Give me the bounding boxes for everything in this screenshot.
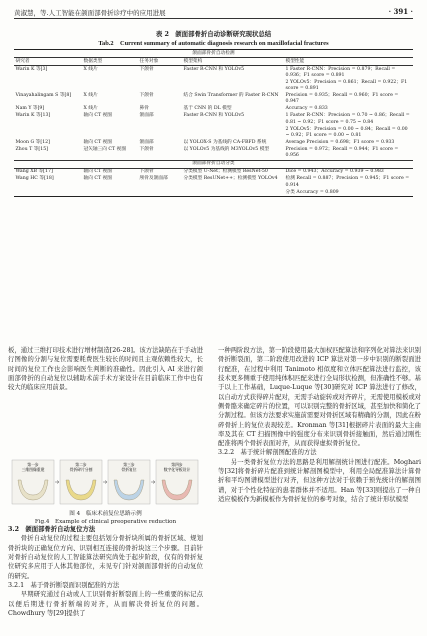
paragraph: 一种两阶段方法，第一阶段使用最大加权匹配算法和序列化对算法来识别骨折断裂面，第二阶段使用改进的 ICP 算法对第一步中识别的断裂面进行配准，在过程中利用 Tanimoto 相似度和立体匹配算法进行监控，该技术更多侧重于使用纯体积匹配来进行全局形状检测，但准确性不够。基于以上工作基础，Luque-Luque 等[30]研究对 ICP 算法进行了修改，以自动方式获得碎片配对，无需手动旋转或对齐碎片，无需使用模板或对侧骨骼来确定碎片的位置，可以识别完整的骨折区域，甚至加快和简化了分割过程。但该方法要求实施前需要对骨折区域有精确的分割，因此在粉碎骨折上的复位表现较差。Kronman 等[31]根据碎片表面的最大主曲率及其在 CT 扫描图像中的强度分布来识别骨折接触面，然后通过刚性配准将两个骨折表面对齐，从而获得虚拟骨折复位。 [218,347,422,448]
table-row [14,66,413,80]
table-caption-cn: 表 2 颌面部骨折自动诊断研究现状总结 [155,30,272,38]
col-header-model: 模型架构 [182,58,284,66]
figure-step-label: 第一步 [27,462,39,467]
table-cell: X 线片 [83,93,98,99]
paragraph: 骨折自动复位的过程主要包括划分骨折块所属的骨折区域、规划骨折块的正确复位方向、识别相互连接的骨折块这三个步骤。目前针对骨折自动复位的人工智能算法研究尚处于起步阶段，仅有的骨折复位研究多应用于人体其他部位，未见专门针对颌面部骨折的自动复位的研究。 [8,535,203,580]
section-heading: 3.2 颌面部骨折自动复位方法 [8,526,96,533]
table-cell: 2 YOLOv5：Precision = 0.861；Recall = 0.922；F1 score = 0.891 [285,79,408,92]
table-cell [138,79,182,92]
table-cell: 以 YOLOX-S 为基线的 CA-FBFD 系统 [183,139,267,145]
table-cell: Moon G 等[12] [15,139,50,145]
col-header-target: 任务对象 [138,58,182,66]
figure-step-panel [103,460,150,504]
table-cell: Zhou T 等[15] [15,147,49,153]
col-header-data-type: 数据类型 [82,58,138,66]
right-column [218,346,421,504]
running-header [14,6,413,19]
section-title-classification: 颌面部骨折自动分类 [14,160,413,168]
table-row [14,126,413,139]
subsection-heading: 3.2.2 基于统计解剖图配准的方法 [218,449,317,457]
figure-step-label: 骨折复位 [121,467,137,472]
left-column [8,346,203,393]
table-cell: 颌面部 [139,139,154,145]
table-cell: 轴向 CT 视图 [83,113,112,119]
table-cell: Faster R-CNN 和 YOLOv5 [183,66,245,72]
table-cell: 冠矢轴三向 CT 视图 [83,147,127,153]
arrow-icon [55,481,59,484]
table-caption-en: Tab.2 Current summary of automatic diagnosis research on maxillofacial fractures [98,40,329,47]
table-cell [182,189,284,197]
table-cell: 以 YOLOv5 为基线的 M3YOLOv5 模型 [183,147,270,153]
table-cell: Faster R-CNN 和 YOLOv5 [183,113,245,119]
paragraph: 板，通过三维打印技术进行增材制造[26-28]。该方法缺陷在于手动进行图像的分割与复位需要耗费医生较长的时间且主观依赖性较大，长时间的复位工作也会影响医生判断的准确性。因此引入 AI 来进行颌面部骨折的自动复位以辅助术前手术方案设计在目前临床工作中也有较大的临床应用前景。 [8,347,203,392]
table-row [14,106,413,113]
figure-step-panel [151,460,198,504]
table-cell: Wang HC 等[18] [15,176,54,182]
table-cell [82,79,138,92]
table-cell: 下颌骨 [139,66,154,72]
table-row [14,176,413,189]
table-cell: Precision = 0.935；Recall = 0.960；F1 score = 0.947 [285,93,399,105]
table-row [14,93,413,106]
table-cell [138,126,182,139]
table-cell: Warin K 等[13] [15,113,51,119]
table-cell: X 线片 [83,106,98,112]
table-cell: Precision = 0.972；Recall = 0.944；F1 score = 0.956 [285,147,399,159]
section-row-detection [14,50,413,58]
table-row [14,168,413,176]
table-cell: 结合 Swin Transformer 的 Faster R-CNN [183,93,279,99]
table-cell: Vinayahalingam S 等[8] [15,93,72,99]
figure-step-label: 三维图像重建 [21,467,45,472]
table-cell [14,126,82,139]
table-cell [182,126,284,139]
table-cell: Wang XB 等[17] [15,169,53,175]
figure-step-panel [55,460,102,504]
table-cell [14,189,82,197]
figure-step-label: 第四步 [171,462,183,467]
table-cell: Accuracy = 0.833 [285,106,328,112]
table-row [14,79,413,92]
table-cell [182,79,284,92]
table-cell: 轴向 CT 视图 [83,176,112,182]
table-cell: 基于 CNN 的 DL 模型 [183,106,232,112]
figure-caption-en: Fig.4 Example of clinical preoperative reduction [34,519,177,525]
table-cell: 下颌骨 [139,169,154,175]
table-cell: Dice = 0.943；Accuracy = 0.939 ~ 0.983 [285,169,384,175]
table-cell: 分类模型 ResUNet++；检测模型 YOLOv4 [183,176,278,182]
arrow-icon [151,481,155,484]
table-cell: 颅骨及颌面部 [139,176,168,182]
table-cell: 鼻骨 [139,106,149,112]
figure-4-illustration [8,458,203,506]
table-cell: 轴向 CT 视图 [83,169,112,175]
table-cell: 下颌骨 [139,147,154,153]
table-header-row [14,58,413,66]
table-cell: 分类模型 U-Net；检测模型 ResNet-50 [183,169,268,175]
figure-step-label: 第三步 [123,462,135,467]
table-cell [138,189,182,197]
table-cell: X 线片 [83,66,98,72]
table-cell: 检测 Recall = 0.887；Precision = 0.945；F1 score = 0.914 [285,176,410,188]
table-row [14,147,413,161]
figure-caption-cn: 图 4 临床术前复位思路示例 [69,511,142,517]
figure-step-panel [12,460,54,504]
table-2 [14,49,413,197]
table-row [14,189,413,197]
table-cell: 下颌骨 [139,93,154,99]
table-cell: Warin K 等[3] [15,66,48,72]
col-header-researcher: 研究者 [14,58,82,66]
table-cell: 1 Faster R-CNN：Precision = 0.879；Recall = 0.936；F1 score = 0.891 [285,66,396,78]
table-cell [82,189,138,197]
table-cell: Average Precision = 0.698；F1 score = 0.933 [285,139,395,145]
paragraph: 另一类骨折复位方法的思路是利用解剖统计图进行配准。Moghari 等[32]将骨折碎片配准到统计解剖图模型中，利用全局配准算法计算骨折和平均图谱模型进行对齐，但这种方法对于依赖于预先统计的解剖图谱，对于个性化特征的患者群体并不适用。Han 等[33]则提出了一种自适应模板作为新模板作为骨折复位的参考对象，结合了统计形状模型 [218,458,421,503]
table-cell: 分类 Accuracy = 0.809 [284,189,413,197]
table-cell: 颌面部 [139,113,154,119]
section-title-detection: 颌面部骨折自动检测 [14,50,413,58]
table-cell: 1 Faster R-CNN：Precision = 0.70 ~ 0.86；Recall = 0.81 ~ 0.92；F1 score = 0.75 ~ 0.84 [285,113,410,125]
section-row-classification [14,160,413,168]
table-cell [14,79,82,92]
col-header-performance: 模型性能 [284,58,413,66]
table-cell: 轴向 CT 视图 [83,139,112,145]
header-authors: 黄淑慧，等.人工智能在颌面部骨折诊疗中的应用进展 [14,9,166,17]
figure-step-label: 骨折碎片分割 [69,467,93,472]
figure-step-label: 数字化导板设计 [163,467,191,472]
table-cell: 2 YOLOv5：Precision = 0.00 ~ 0.84；Recall = 0.00 ~ 0.92；F1 score = 0.00 ~ 0.81 [285,126,408,138]
figure-step-label: 第二步 [75,462,87,467]
page-number: · 391 · [388,7,413,16]
subsection-heading: 3.2.1 基于骨折断裂面识别配准的方法 [8,581,120,589]
table-cell [82,126,138,139]
left-column-lower [8,525,203,618]
table-cell: Nam Y 等[9] [15,106,45,112]
arrow-icon [103,481,107,484]
paragraph: 早期研究通过自动或人工识别骨折断裂面上的一些重要的标记点以便后期进行骨折断端的对齐，从而解决骨折复位的问题。Chowdhury 等[29]提供了 [8,591,203,617]
table-row [14,139,413,146]
table-row [14,113,413,126]
